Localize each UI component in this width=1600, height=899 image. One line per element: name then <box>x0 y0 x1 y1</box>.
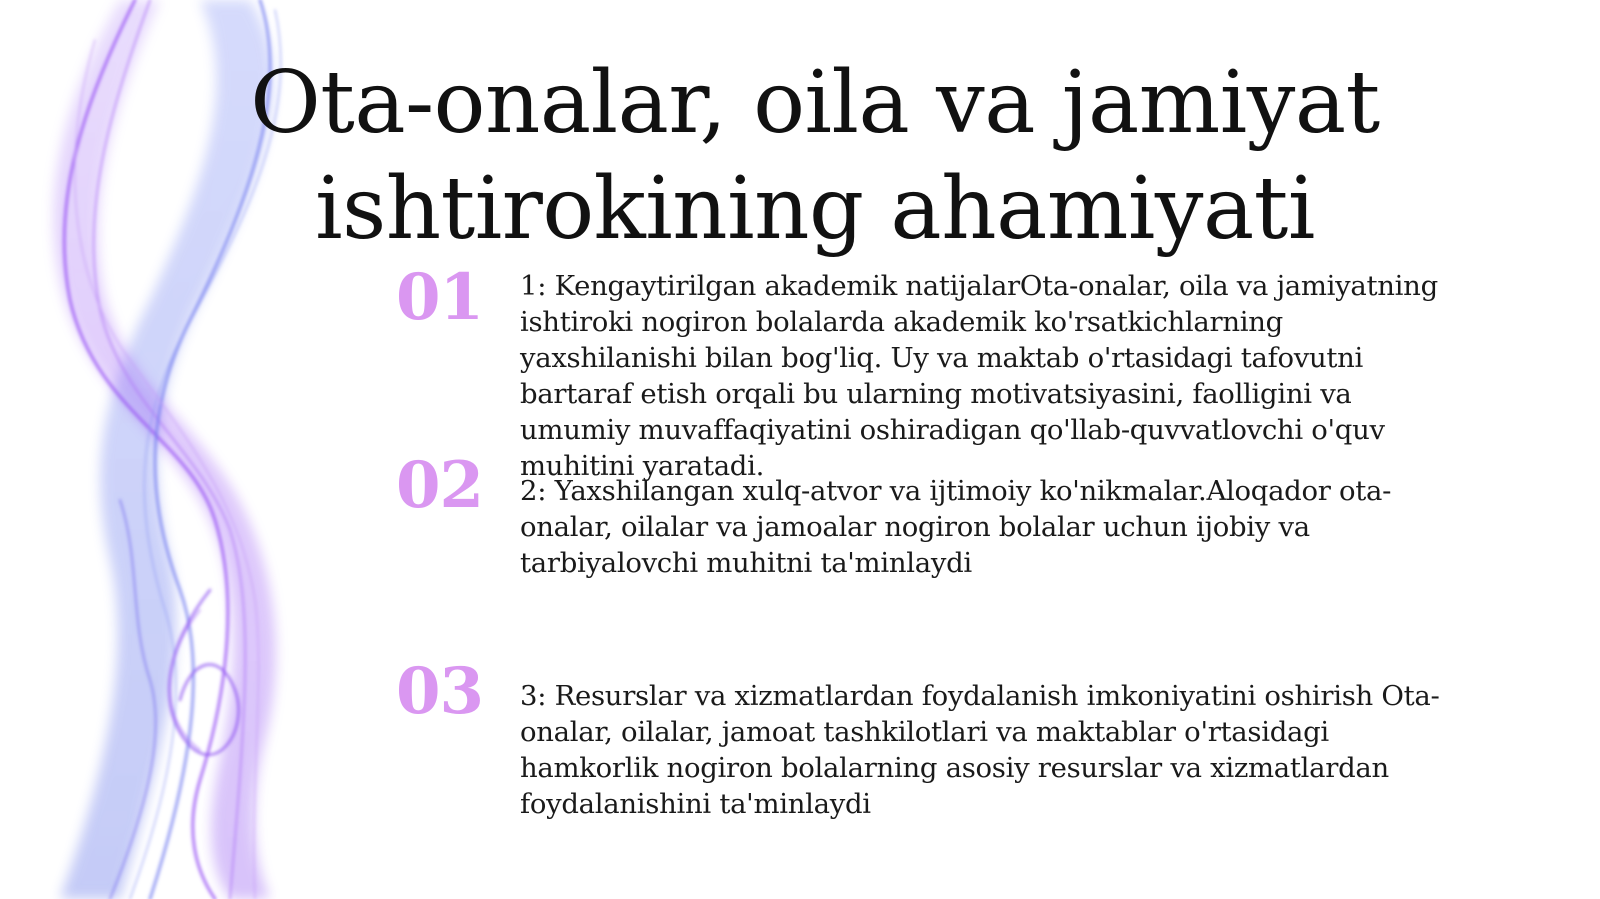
item-text-02: 2: Yaxshilangan xulq-atvor va ijtimoiy ko'nikmalar.Aloqador ota-onalar, oilalar va jamoalar nogiron bolalar uchun ijobiy va tarbiyalovchi muhitni ta'minlaydi <box>520 475 1392 579</box>
item-text-01: 1: Kengaytirilgan akademik natijalarOta-onalar, oila va jamiyatning ishtiroki nogiron bolalarda akademik ko'rsatkichlarning yaxshilanishi bilan bog'liq. Uy va maktab o'rtasidagi tafovutni bartaraf etish orqali bu ularning motivatsiyasini, faolligini va umumiy muvaffaqiyatini oshiradigan qo'llab-quvvatlovchi o'quv muhitini yaratadi. <box>520 270 1438 482</box>
item-text-03: 3: Resurslar va xizmatlardan foydalanish imkoniyatini oshirish Ota-onalar, oilalar, jamoat tashkilotlari va maktablar o'rtasidagi hamkorlik nogiron bolalarning asosiy resurslar va xizmatlardan foydalanishini ta'minlaydi <box>520 680 1440 820</box>
slide-title: Ota-onalar, oila va jamiyat ishtirokining ahamiyati <box>250 53 1380 259</box>
item-number-02: 02 <box>396 448 484 523</box>
item-number-01: 01 <box>396 260 484 335</box>
item-number-03: 03 <box>396 654 484 729</box>
